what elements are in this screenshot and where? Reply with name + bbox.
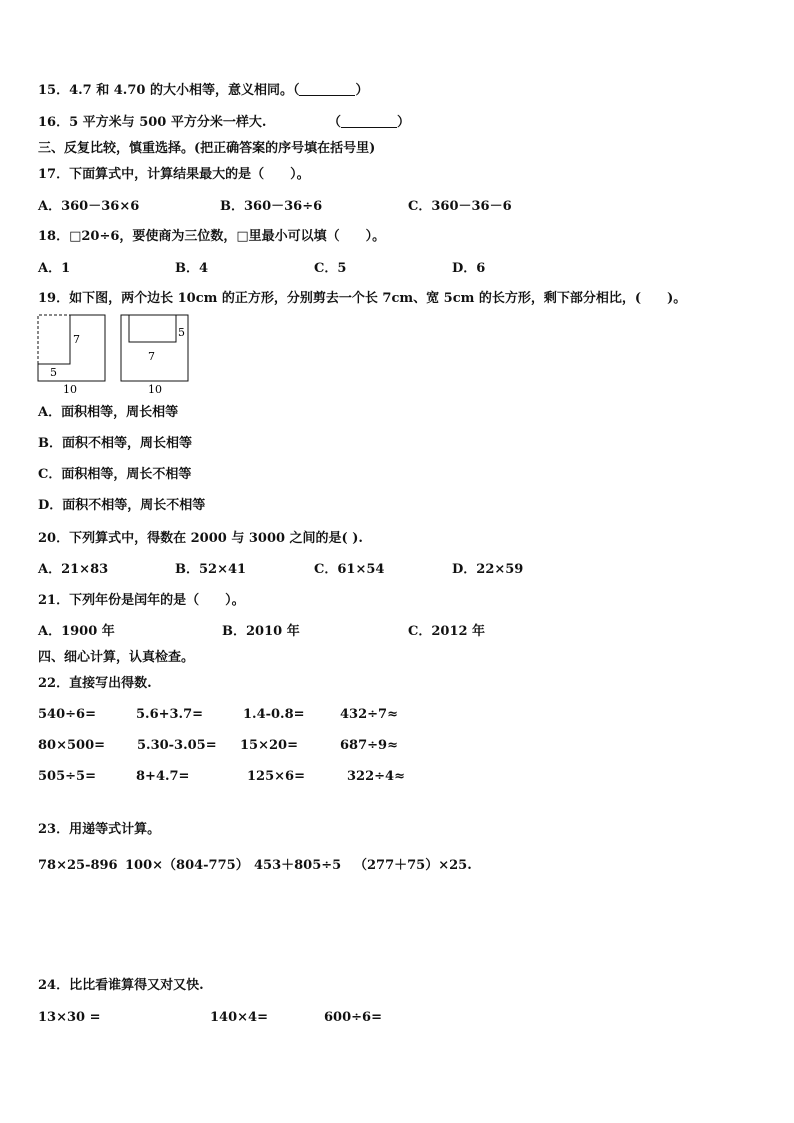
left-label-5: 5 [50, 366, 57, 379]
section-3-heading: 三、反复比较，慎重选择。(把正确答案的序号填在括号里) [38, 141, 376, 156]
calc-item: 505÷5= [38, 769, 96, 784]
calc-item: 600÷6= [324, 1010, 382, 1025]
option-a[interactable]: A．1900 年 [38, 624, 115, 639]
calc-item: 15×20= [240, 738, 298, 753]
option-d[interactable]: D．22×59 [452, 562, 524, 577]
question-19-stem: 19．如下图，两个边长 10cm 的正方形，分别剪去一个长 7cm、宽 5cm 的长方形，剩下部分相比，( )。 [38, 291, 687, 306]
calc-item: 1.4-0.8= [243, 707, 305, 722]
option-d[interactable]: D．6 [452, 261, 486, 276]
option-c[interactable]: C．61×54 [314, 562, 385, 577]
option-a[interactable]: A．21×83 [38, 562, 109, 577]
question-21-stem: 21．下列年份是闰年的是（ ）。 [38, 593, 245, 608]
option-b[interactable]: B．2010 年 [222, 624, 300, 639]
right-label-5: 5 [178, 326, 185, 339]
question-16-text: 16．5 平方米与 500 平方分米一样大. [38, 115, 267, 130]
calc-item: 125×6= [247, 769, 305, 784]
option-c[interactable]: C．2012 年 [408, 624, 486, 639]
option-a[interactable]: A．面积相等，周长相等 [38, 405, 179, 420]
calc-item: 5.30-3.05= [137, 738, 217, 753]
option-c[interactable]: C．面积相等，周长不相等 [38, 467, 192, 482]
calc-item: 140×4= [210, 1010, 268, 1025]
calc-item: 432÷7≈ [340, 707, 398, 722]
option-a[interactable]: A．360－36×6 [38, 199, 140, 214]
expression-item: （277＋75）×25. [354, 858, 472, 873]
expression-item: 100×（804-775） [125, 858, 249, 873]
left-label-7: 7 [73, 333, 80, 346]
right-label-10: 10 [148, 383, 162, 396]
question-24-stem: 24．比比看谁算得又对又快. [38, 978, 204, 993]
option-b[interactable]: B．52×41 [175, 562, 247, 577]
question-18-stem: 18．□20÷6，要使商为三位数，□里最小可以填（ ）。 [38, 229, 386, 244]
calc-item: 687÷9≈ [340, 738, 398, 753]
calc-item: 540÷6= [38, 707, 96, 722]
question-15: 15．4.7 和 4.70 的大小相等，意义相同。（ ） [38, 83, 369, 98]
calc-item: 322÷4≈ [347, 769, 405, 784]
question-23-stem: 23．用递等式计算。 [38, 822, 161, 837]
calc-item: 8+4.7= [136, 769, 190, 784]
calc-item: 80×500= [38, 738, 106, 753]
expression-item: 453＋805÷5 [254, 858, 342, 873]
left-square-figure [38, 315, 105, 396]
option-b[interactable]: B．面积不相等，周长相等 [38, 436, 192, 451]
question-22-stem: 22．直接写出得数. [38, 676, 152, 691]
option-c[interactable]: C．360－36－6 [408, 199, 512, 214]
question-15-text: 15．4.7 和 4.70 的大小相等，意义相同。（ [38, 83, 300, 98]
right-label-7: 7 [148, 350, 155, 363]
option-b[interactable]: B．4 [175, 261, 209, 276]
option-d[interactable]: D．面积不相等，周长不相等 [38, 498, 206, 513]
expression-item: 78×25-896 [38, 858, 118, 873]
question-16 [38, 115, 266, 131]
question-16-answer: （ ） [328, 115, 411, 130]
calc-item: 13×30 = [38, 1010, 101, 1025]
question-19-figure [36, 312, 198, 396]
option-c[interactable]: C．5 [314, 261, 347, 276]
option-b[interactable]: B．360－36÷6 [220, 199, 323, 214]
answer-blank-16[interactable] [341, 115, 397, 128]
question-17-stem: 17．下面算式中，计算结果最大的是（ ）。 [38, 167, 310, 182]
right-square-figure [121, 315, 188, 396]
question-20-stem: 20．下列算式中，得数在 2000 与 3000 之间的是( ). [38, 531, 363, 546]
section-4-heading: 四、细心计算，认真检查。 [38, 650, 195, 665]
option-a[interactable]: A．1 [38, 261, 71, 276]
left-label-10: 10 [63, 383, 77, 396]
calc-item: 5.6+3.7= [136, 707, 204, 722]
answer-blank-15[interactable] [299, 83, 355, 96]
